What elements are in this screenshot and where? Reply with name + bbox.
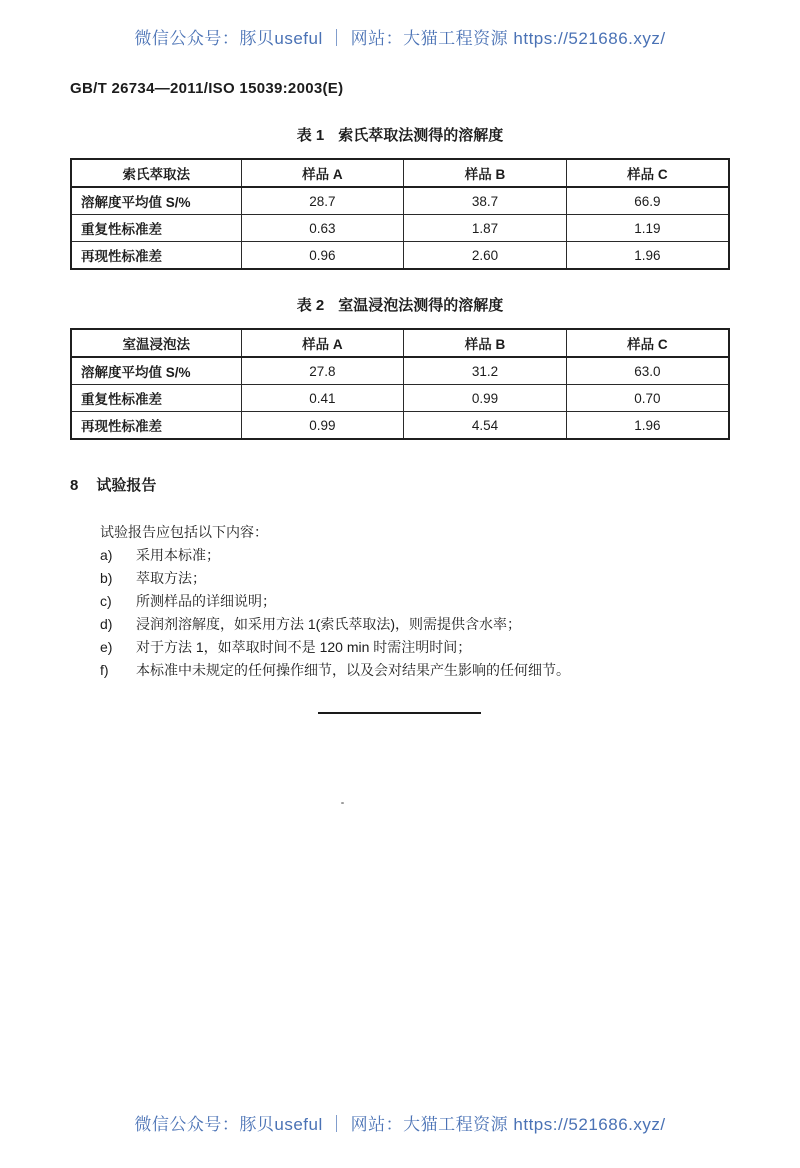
list-item-letter: d) <box>100 616 113 632</box>
cell-value: 66.9 <box>566 187 729 215</box>
list-item-letter: a) <box>100 547 113 563</box>
list-item <box>100 590 720 613</box>
list-item-text: 浸润剂溶解度，如采用方法 1(索氏萃取法)，则需提供含水率； <box>136 616 521 632</box>
list-item-text: 采用本标准； <box>136 547 220 563</box>
table-1-caption-title: 索氏萃取法测得的溶解度 <box>338 127 504 144</box>
cell-value: 0.70 <box>566 385 729 412</box>
watermark-bottom: 微信公众号：豚贝useful ｜ 网站：大猫工程资源 https://521686.xyz/ <box>134 1115 666 1134</box>
table-row <box>71 215 729 242</box>
cell-value: 0.99 <box>404 385 567 412</box>
section-number: 8 <box>70 477 79 494</box>
cell-value: 1.96 <box>566 412 729 440</box>
cell-value: 1.96 <box>566 242 729 270</box>
table-2-caption <box>0 294 800 315</box>
cell-value: 2.60 <box>404 242 567 270</box>
section-intro: 试验报告应包括以下内容： <box>100 524 268 540</box>
section-heading <box>70 474 156 495</box>
table-2-caption-number: 表 2 <box>296 297 325 314</box>
row-label: 重复性标准差 <box>71 385 241 412</box>
list-item-letter: b) <box>100 570 113 586</box>
list-item-text: 本标准中未规定的任何操作细节，以及会对结果产生影响的任何细节。 <box>136 662 570 678</box>
cell-value: 1.19 <box>566 215 729 242</box>
room-temp-soak-table <box>70 328 730 440</box>
cell-value: 0.99 <box>241 412 404 440</box>
cell-value: 0.96 <box>241 242 404 270</box>
report-items-list <box>100 544 720 682</box>
table-2-header-sample-a: 样品 A <box>241 329 404 357</box>
table-row <box>71 329 729 357</box>
table-row <box>71 242 729 270</box>
table-1-caption <box>0 124 800 145</box>
list-item-letter: f) <box>100 662 109 678</box>
cell-value: 0.41 <box>241 385 404 412</box>
cell-value: 27.8 <box>241 357 404 385</box>
scan-artifact-dot <box>341 802 344 804</box>
cell-value: 0.63 <box>241 215 404 242</box>
row-label: 重复性标准差 <box>71 215 241 242</box>
cell-value: 4.54 <box>404 412 567 440</box>
table-2-caption-title: 室温浸泡法测得的溶解度 <box>338 297 504 314</box>
row-label: 溶解度平均值 S/% <box>71 187 241 215</box>
list-item-letter: e) <box>100 639 113 655</box>
table-2-header-sample-b: 样品 B <box>404 329 567 357</box>
table-row <box>71 159 729 187</box>
list-item-letter: c) <box>100 593 112 609</box>
row-label: 溶解度平均值 S/% <box>71 357 241 385</box>
section-title: 试验报告 <box>96 477 157 494</box>
standard-number: GB/T 26734—2011/ISO 15039:2003(E) <box>70 80 344 97</box>
list-item <box>100 659 720 682</box>
list-item-text: 对于方法 1，如萃取时间不是 120 min 时需注明时间； <box>136 639 472 655</box>
table-2-header-sample-c: 样品 C <box>566 329 729 357</box>
list-item <box>100 544 720 567</box>
table-2-header-method: 室温浸泡法 <box>71 329 241 357</box>
list-item-text: 萃取方法； <box>136 570 206 586</box>
row-label: 再现性标准差 <box>71 412 241 440</box>
table-row <box>71 412 729 440</box>
end-of-document-divider <box>318 712 481 714</box>
cell-value: 28.7 <box>241 187 404 215</box>
cell-value: 31.2 <box>404 357 567 385</box>
watermark-top: 微信公众号：豚贝useful ｜ 网站：大猫工程资源 https://521686.xyz/ <box>134 29 666 48</box>
table-1-header-sample-c: 样品 C <box>566 159 729 187</box>
cell-value: 1.87 <box>404 215 567 242</box>
table-1-header-sample-b: 样品 B <box>404 159 567 187</box>
row-label: 再现性标准差 <box>71 242 241 270</box>
list-item-text: 所测样品的详细说明； <box>136 593 276 609</box>
table-1-caption-number: 表 1 <box>296 127 325 144</box>
cell-value: 38.7 <box>404 187 567 215</box>
table-1-header-sample-a: 样品 A <box>241 159 404 187</box>
table-row <box>71 357 729 385</box>
table-1-header-method: 索氏萃取法 <box>71 159 241 187</box>
list-item <box>100 613 720 636</box>
list-item <box>100 636 720 659</box>
soxhlet-extraction-table <box>70 158 730 270</box>
table-row <box>71 385 729 412</box>
cell-value: 63.0 <box>566 357 729 385</box>
list-item <box>100 567 720 590</box>
table-row <box>71 187 729 215</box>
